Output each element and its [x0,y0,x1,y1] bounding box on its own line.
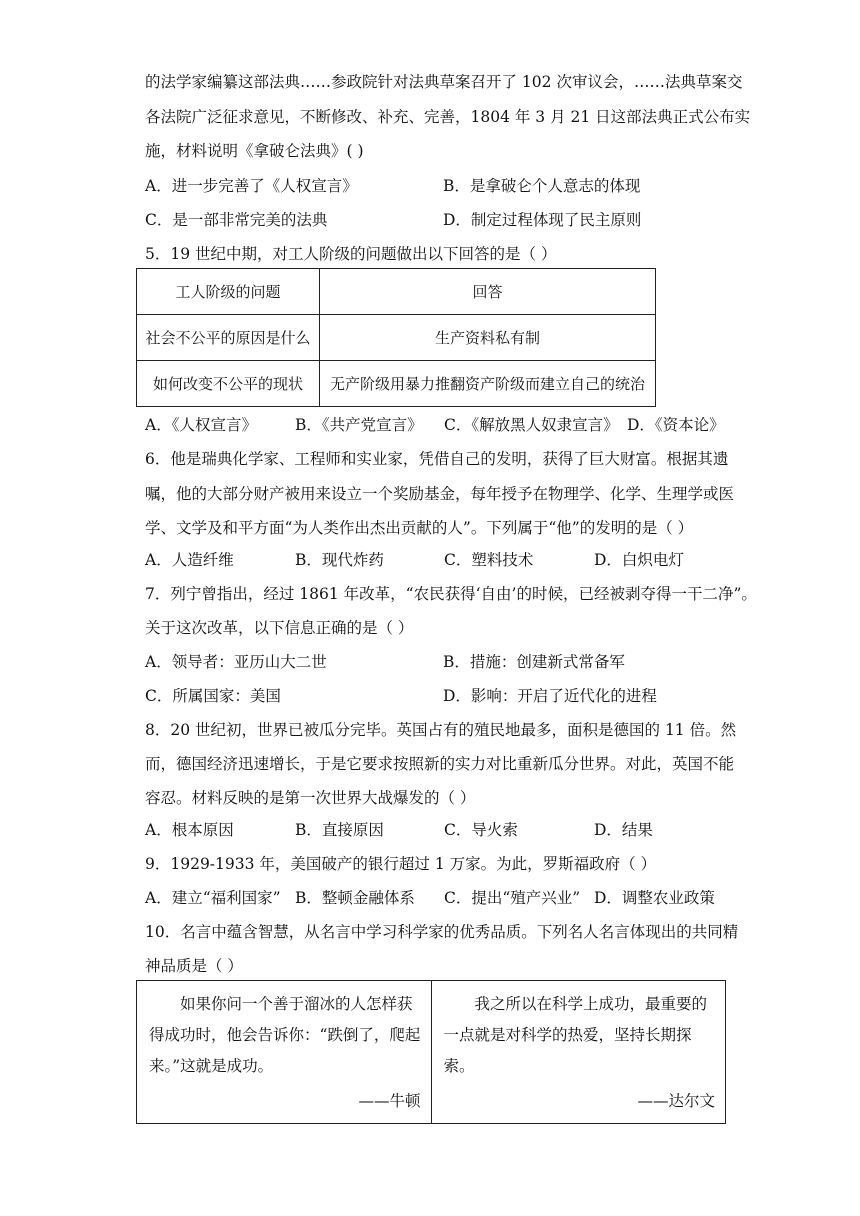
q6-line-2: 嘱，他的大部分财产被用来设立一个奖励基金，每年授予在物理学、化学、生理学或医 [145,485,735,503]
q4-option-b[interactable]: B．是拿破仑个人意志的体现 [443,177,641,195]
table-row [137,315,656,361]
q10-line-2: 神品质是（ ） [145,957,243,975]
q5-header-question: 工人阶级的问题 [137,269,320,315]
q6-option-a[interactable]: A．人造纤维 [145,551,234,569]
q4-option-c[interactable]: C．是一部非常完美的法典 [145,211,328,229]
q5-cell: 生产资料私有制 [320,315,656,361]
q8-line-3: 容忍。材料反映的是第一次世界大战爆发的（ ） [145,789,476,807]
q4-line-1: 的法学家编纂这部法典……参政院针对法典草案召开了 102 次审议会，……法典草案交 [145,73,743,91]
q5-cell: 无产阶级用暴力推翻资产阶级而建立自己的统治 [320,361,656,407]
q4-line-2: 各法院广泛征求意见，不断修改、补充、完善，1804 年 3 月 21 日这部法典正式公布实 [145,108,751,126]
q9-option-d[interactable]: D．调整农业政策 [594,889,715,907]
quote-text: 如果你问一个善于溜冰的人怎样获得成功时，他会告诉你：“跌倒了，爬起来。”这就是成功。 [149,995,421,1075]
q8-option-a[interactable]: A．根本原因 [145,821,234,839]
q9-option-a[interactable]: A．建立“福利国家” [145,889,281,907]
q7-line-1: 7．列宁曾指出，经过 1861 年改革，“农民获得‘自由’的时候，已经被剥夺得一干二净”。 [145,585,757,603]
q7-option-d[interactable]: D．影响：开启了近代化的进程 [443,687,657,705]
table-row [137,269,656,315]
q5-option-b[interactable]: B．《共产党宣言》 [295,416,423,434]
q6-line-1: 6．他是瑞典化学家、工程师和实业家，凭借自己的发明，获得了巨大财富。根据其遗 [145,450,729,468]
q6-line-3: 学、文学及和平方面“为人类作出杰出贡献的人”。下列属于“他”的发明的是（ ） [145,519,694,537]
q9-line-1: 9．1929-1933 年，美国破产的银行超过 1 万家。为此，罗斯福政府（ ） [145,855,657,873]
q6-option-d[interactable]: D．白炽电灯 [594,551,684,569]
q5-table [136,268,656,407]
quote-source: ——牛顿 [358,1092,421,1110]
q9-option-c[interactable]: C．提出“殖产兴业” [444,889,581,907]
q10-quote-newton [137,981,432,1124]
quote-source: ——达尔文 [637,1092,715,1110]
q4-option-a[interactable]: A．进一步完善了《人权宣言》 [145,177,358,195]
q4-line-3: 施，材料说明《拿破仑法典》( ) [145,142,364,160]
q8-option-d[interactable]: D．结果 [594,821,653,839]
q5-cell: 如何改变不公平的现状 [137,361,320,407]
q10-line-1: 10．名言中蕴含智慧，从名言中学习科学家的优秀品质。下列名人名言体现出的共同精 [145,923,739,941]
q5-stem: 5．19 世纪中期，对工人阶级的问题做出以下回答的是（ ） [145,245,557,263]
q5-option-c[interactable]: C．《解放黑人奴隶宣言》 [444,416,619,434]
q7-option-c[interactable]: C．所属国家：美国 [145,687,281,705]
q7-line-2: 关于这次改革，以下信息正确的是（ ） [145,619,414,637]
q9-option-b[interactable]: B．整顿金融体系 [295,889,415,907]
table-row [137,981,726,1124]
quote-text: 我之所以在科学上成功，最重要的一点就是对科学的热爱，坚持长期探索。 [443,995,708,1075]
q6-option-c[interactable]: C．塑料技术 [444,551,534,569]
q8-line-2: 而，德国经济迅速增长，于是它要求按照新的实力对比重新瓜分世界。对此，英国不能 [145,755,735,773]
q7-option-b[interactable]: B．措施：创建新式常备军 [443,653,625,671]
q8-option-b[interactable]: B．直接原因 [295,821,384,839]
q10-quote-darwin [431,981,726,1124]
q5-option-d[interactable]: D．《资本论》 [627,416,725,434]
q5-header-answer: 回答 [320,269,656,315]
q7-option-a[interactable]: A．领导者：亚历山大二世 [145,653,327,671]
table-row [137,361,656,407]
q8-line-1: 8．20 世纪初，世界已被瓜分完毕。英国占有的殖民地最多，面积是德国的 11 倍。然 [145,721,737,739]
q6-option-b[interactable]: B．现代炸药 [295,551,384,569]
q5-option-a[interactable]: A．《人权宣言》 [145,416,257,434]
q5-cell: 社会不公平的原因是什么 [137,315,320,361]
q8-option-c[interactable]: C．导火索 [444,821,518,839]
q4-option-d[interactable]: D．制定过程体现了民主原则 [443,211,642,229]
q10-quote-table [136,980,726,1124]
